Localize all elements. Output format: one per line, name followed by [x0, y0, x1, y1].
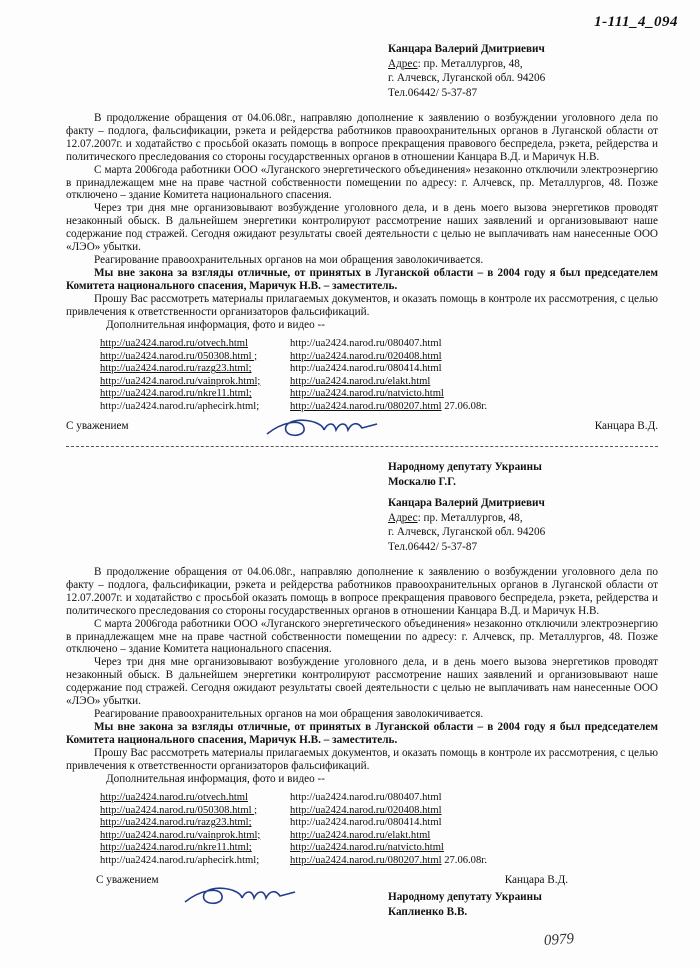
recipient-line2: Каплиенко В.В. — [388, 905, 468, 918]
link[interactable]: http://ua2424.narod.ru/020408.html — [290, 804, 442, 816]
link[interactable]: http://ua2424.narod.ru/020408.html — [290, 350, 442, 362]
link[interactable]: http://ua2424.narod.ru/razg23.html; — [100, 817, 252, 829]
signature-row-2 — [66, 874, 568, 886]
paragraph-6: Прошу Вас рассмотреть материалы прилагаемых документов, и оказать помощь в контроле их рассмотрения, с целью привлечения к ответственности организаторов фальсификаций. — [66, 292, 658, 318]
handwritten-signature — [262, 412, 382, 442]
link[interactable]: http://ua2424.narod.ru/080207.html — [290, 854, 442, 866]
link[interactable]: http://ua2424.narod.ru/080407.html — [290, 792, 442, 803]
link[interactable]: http://ua2424.narod.ru/050308.html ; — [100, 350, 258, 362]
link[interactable]: http://ua2424.narod.ru/050308.html ; — [100, 804, 258, 816]
link[interactable]: http://ua2424.narod.ru/vainprok.html; — [100, 375, 261, 387]
closing: С уважением — [96, 874, 159, 886]
paragraph-5: Мы вне закона за взгляды отличные, от принятых в Луганской области – в 2004 году я был председателем Комитета национального спасения, Маричук Н.В. – заместитель. — [66, 266, 658, 292]
recipient-block-1 — [388, 460, 542, 489]
link[interactable]: http://ua2424.narod.ru/080414.html — [290, 363, 442, 375]
sender-phone: Тел.06442/ 5-37-87 — [388, 540, 478, 553]
sender-name: Канцара Валерий Дмитриевич — [388, 497, 545, 509]
address-line1: : пр. Металлургов, 48, — [417, 511, 523, 524]
paragraph-6: Прошу Вас рассмотреть материалы прилагаемых документов, и оказать помощь в контроле их рассмотрения, с целью привлечения к ответственности организаторов фальсификаций. — [66, 746, 658, 772]
link[interactable]: http://ua2424.narod.ru/otvech.html — [100, 792, 248, 803]
cut-line — [66, 446, 658, 447]
recipient-line1: Народному депутату Украины — [388, 891, 542, 903]
link[interactable]: http://ua2424.narod.ru/aphecirk.html; — [100, 854, 260, 866]
link[interactable]: http://ua2424.narod.ru/elakt.html — [290, 375, 431, 387]
letter-body-1 — [66, 112, 658, 331]
address-line2: г. Алчевск, Луганской обл. 94206 — [388, 72, 546, 84]
paragraph-5: Мы вне закона за взгляды отличные, от принятых в Луганской области – в 2004 году я был председателем Комитета национального спасения, Маричук Н.В. – заместитель. — [66, 720, 658, 746]
address-line2: г. Алчевск, Луганской обл. 94206 — [388, 526, 546, 538]
link[interactable]: http://ua2424.narod.ru/natvicto.html — [290, 842, 444, 854]
handwritten-signature — [180, 880, 300, 910]
link[interactable]: http://ua2424.narod.ru/080414.html — [290, 817, 442, 829]
paragraph-3: Через три дня мне организовывают возбуждение уголовного дела, и в день моего вызова энергетиков проводят незаконный обыск. В дальнейшем энергетики контролируют рассмотрение наших заявлений и организовывают наше содержание под стражей. Сегодня ожидают результаты своей деятельности с целью не выплачивать нам нанесенные ООО «ЛЭО» убытки. — [66, 202, 658, 254]
sender-phone: Тел.06442/ 5-37-87 — [388, 86, 478, 99]
link[interactable]: http://ua2424.narod.ru/080407.html — [290, 338, 442, 349]
paragraph-1: В продолжение обращения от 04.06.08г., направляю дополнение к заявлению о возбуждении уголовного дела по факту – подлога, фальсификации, рэкета и рейдерства работников правоохранительных органов в Луганской области от 12.07.2007г. и ходатайство с просьбой оказать помощь в вопросе прекращения правового беспредела, рэкета, рейдерства и политического преследования со стороны государственных органов в отношении Канцара В.Д. и Маричук Н.В. — [66, 112, 658, 163]
closing: С уважением — [66, 420, 129, 432]
link[interactable]: http://ua2424.narod.ru/razg23.html; — [100, 363, 252, 375]
paragraph-4: Реагирование правоохранительных органов на мои обращения заволокичивается. — [94, 253, 484, 266]
paragraph-1: В продолжение обращения от 04.06.08г., направляю дополнение к заявлению о возбуждении уголовного дела по факту – подлога, фальсификации, рэкета и рейдерства работников правоохранительных органов в Луганской области от 12.07.2007г. и ходатайство с просьбой оказать помощь в вопросе прекращения правового беспредела, рэкета, рейдерства и политического преследования со стороны государственных органов в отношении Канцара В.Д. и Маричук Н.В. — [66, 566, 658, 617]
links-date: 27.06.08г. — [441, 854, 488, 866]
address-label: Адрес — [388, 57, 418, 70]
document-id: 1-111_4_094 — [594, 14, 678, 30]
sender-block-1 — [388, 42, 545, 100]
link[interactable]: http://ua2424.narod.ru/elakt.html — [290, 829, 431, 841]
address-label: Адрес — [388, 511, 418, 524]
sender-name: Канцара Валерий Дмитриевич — [388, 43, 545, 55]
link[interactable]: http://ua2424.narod.ru/vainprok.html; — [100, 829, 261, 841]
paragraph-3: Через три дня мне организовывают возбуждение уголовного дела, и в день моего вызова энергетиков проводят незаконный обыск. В дальнейшем энергетики контролируют рассмотрение наших заявлений и организовывают наше содержание под стражей. Сегодня ожидают результаты своей деятельности с целью не выплачивать нам нанесенные ООО «ЛЭО» убытки. — [66, 656, 658, 708]
paragraph-2: С марта 2006года работники ООО «Луганского энергетического объединения» незаконно отключили электроэнергию в принадлежащем мне на праве частной собственности помещении по адресу: г. Алчевск, пр. Металлургов, 48. Позже отключено – здание Комитета национального спасения. — [66, 163, 658, 202]
address-line1: : пр. Металлургов, 48, — [417, 57, 523, 70]
letter-body-2 — [66, 566, 658, 785]
links-intro: Дополнительная информация, фото и видео -- — [106, 772, 325, 785]
recipient-line1: Народному депутату Украины — [388, 461, 542, 473]
link[interactable]: http://ua2424.narod.ru/natvicto.html — [290, 388, 444, 400]
recipient-block-2 — [388, 890, 542, 919]
links-table-1 — [100, 338, 487, 414]
signed-name: Канцара В.Д. — [504, 874, 568, 886]
sender-block-2 — [388, 496, 545, 554]
links-table-2 — [100, 792, 487, 868]
links-intro: Дополнительная информация, фото и видео -- — [106, 318, 325, 331]
links-date: 27.06.08г. — [441, 400, 488, 412]
paragraph-2: С марта 2006года работники ООО «Луганского энергетического объединения» незаконно отключили электроэнергию в принадлежащем мне на праве частной собственности помещении по адресу: г. Алчевск, пр. Металлургов, 48. Позже отключено – здание Комитета национального спасения. — [66, 617, 658, 656]
link[interactable]: http://ua2424.narod.ru/080207.html — [290, 400, 442, 412]
recipient-line2: Москалю Г.Г. — [388, 475, 456, 488]
link[interactable]: http://ua2424.narod.ru/nkre11.html; — [100, 842, 252, 854]
link[interactable]: http://ua2424.narod.ru/aphecirk.html; — [100, 400, 260, 412]
link[interactable]: http://ua2424.narod.ru/nkre11.html; — [100, 388, 252, 400]
signed-name: Канцара В.Д. — [594, 420, 658, 432]
handwritten-number: 0979 — [543, 930, 575, 950]
paragraph-4: Реагирование правоохранительных органов на мои обращения заволокичивается. — [94, 707, 484, 720]
link[interactable]: http://ua2424.narod.ru/otvech.html — [100, 338, 248, 349]
